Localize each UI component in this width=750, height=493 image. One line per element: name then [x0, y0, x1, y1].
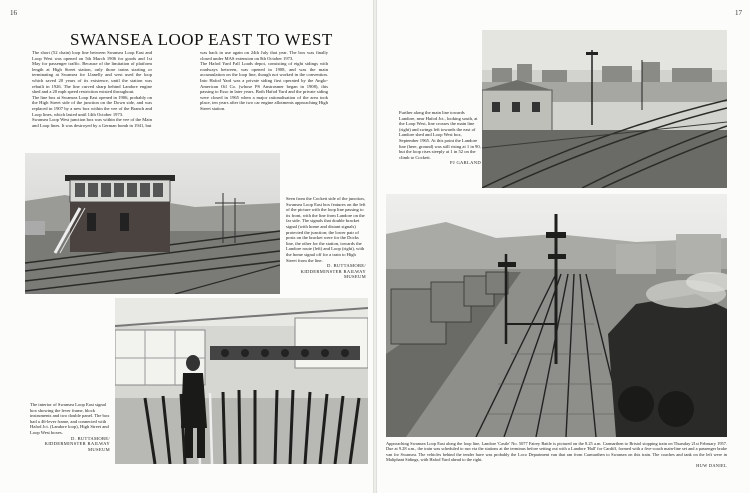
body-paragraph: The line box at Swansea Loop East opened in 1906, probably on the High Street side of the junction on the Down side, and was replaced in 1907 by a new box within the vee of the Branch and Loop lines, which lasted until 14th October 1973.	[32, 94, 152, 117]
body-column-1	[32, 50, 152, 128]
photo-hafod-junction	[482, 30, 727, 188]
caption-signal-box-exterior: Seen from the Cockett side of the junction, Swansea Loop East box features on the left of the picture with the loop line passing to its front, with the line from Landore on the far side. The signals that double bracket signal (with home and distant signals) protected the junction; the lower pair of posts on the bracket were for the Docks line, the other for the station, towards the Landore route (left) and Loop (right), with the home signal off for a train to High Street from the line. D. BUTTAMORE/ KIDDERMINSTER RAILWAY MUSEUM	[286, 196, 366, 280]
right-page	[377, 0, 750, 493]
body-paragraph: The Hafod Yard Fall Loads depot, consisting of eight sidings with roadways between, was opened in 1908, and was the main accumulation on the loop line, though not worked in the convention. Into Hafod Yard was a private siding first operated by the Anglo-American Oil Co. (whose PS Anstrasmer began in 1908), this passing to Esso in later years. Both Hafod Yard and the private siding were closed in 1965 when a major rationalisation of the area took place, ten years after the two car engine allotments approaching High Street station.	[200, 61, 328, 111]
page-number-right: 17	[735, 9, 742, 17]
caption-hafod-junction: Further along the main line towards Landore, near Hafod Jct., looking south, at the Loop West, line crosses the main line (right) and swings left towards the east of Landore shed and Loop West box, September 1965. At this point the Landore line (here, ground) was still rising at 1 in 90, but the loop rises steeply at 1 in 52 on the climb to Cockett. PJ GARLAND	[399, 110, 481, 166]
photo-credit: D. BUTTAMORE/ KIDDERMINSTER RAILWAY MUSEUM	[44, 435, 110, 452]
photo-signal-box-interior	[115, 298, 368, 464]
caption-signal-box-interior: The interior of Swansea Loop East signal box showing the lever frame, block instruments and two double panel. The box had a 46-lever frame, and connected with Hafod Jct. (Landore loop), High Street and Loop West boxes. D. BUTTAMORE/ KIDDERMINSTER RAILWAY MUSEUM	[30, 402, 110, 452]
photo-approaching-loop-east	[386, 194, 727, 437]
page-title: SWANSEA LOOP EAST TO WEST	[70, 30, 333, 49]
body-paragraph: was back in use again on 24th July that year. The box was finally closed under MAS extension on 8th October 1973.	[200, 50, 328, 61]
page-number-left: 16	[10, 9, 17, 17]
photo-credit: D. BUTTAMORE/ KIDDERMINSTER RAILWAY MUSEUM	[300, 263, 366, 280]
body-paragraph: The short (52 chain) loop line between Swansea Loop East and Loop West was opened on 5th March 1906 for goods and 1st May for passenger traffic. Because of the limitation of platform length at High Street station, only those trains starting or terminating at Swansea for Llanelly and west used the loop which saved 20 years of its existence, until the station was rebuilt in 1926. The line curved sharp behind Landore engine shed and a 20 mph speed restriction existed throughout.	[32, 50, 152, 95]
body-column-2	[200, 50, 328, 112]
photo-credit: PJ GARLAND	[450, 160, 481, 166]
body-paragraph: Swansea Loop West junction box was within the vee of the Main and Loop lines. It was destroyed by a German bomb in 1941, but	[32, 117, 152, 128]
left-page	[0, 0, 373, 493]
caption-approaching-loop-east: Approaching Swansea Loop East along the loop line, Landore 'Castle' No. 5077 Fairey Battle is pictured on the 8.25 a.m. Carmarthen to Bristol stopping train on Thursday 21st February 1957. Due at 9.28 a.m., the train was scheduled to run via the stations at the terminus before setting out with a Landore 'Hall' for Cardiff, formed with a five-coach main-line set and a passenger brake van for Swansea. The vehicles behind the tender have was probably the Loco Department van that ran from Carmarthen to Swansea on this train. The coaches and tank on the left were in Maliphant Sidings, with Hafod Yard ahead to the right. HUW DANIEL	[386, 441, 727, 468]
photo-credit: HUW DANIEL	[696, 462, 727, 468]
photo-loop-east-signal-box	[25, 153, 280, 294]
